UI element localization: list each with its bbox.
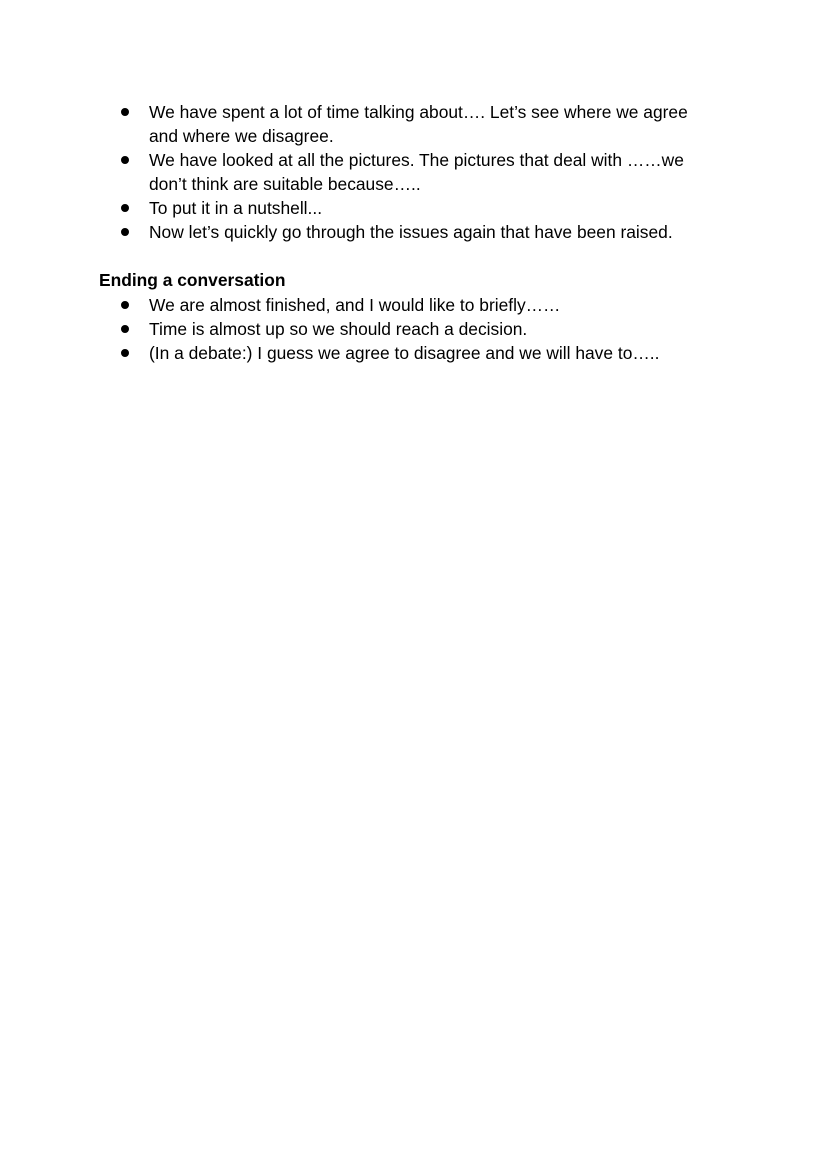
list-item: [0, 317, 709, 341]
ending-phrases-list: [0, 293, 709, 365]
list-item: [0, 148, 709, 196]
bullet-icon: [121, 349, 129, 357]
list-item-text: To put it in a nutshell...: [149, 198, 323, 218]
list-item: [0, 341, 709, 365]
summary-phrases-list: [0, 100, 709, 244]
bullet-icon: [121, 301, 129, 309]
bullet-icon: [121, 325, 129, 333]
list-item-text: Time is almost up so we should reach a decision.: [149, 319, 528, 339]
bullet-icon: [121, 108, 129, 116]
list-item-text: We have looked at all the pictures. The pictures that deal with ……we don’t think are suitable because…..: [149, 150, 684, 194]
list-item: [0, 220, 709, 244]
list-item-text: Now let’s quickly go through the issues again that have been raised.: [149, 222, 673, 242]
list-item: [0, 100, 709, 148]
list-item-text: We are almost finished, and I would like to briefly……: [149, 295, 561, 315]
bullet-icon: [121, 228, 129, 236]
list-item-text: (In a debate:) I guess we agree to disagree and we will have to…..: [149, 343, 660, 363]
list-item: [0, 293, 709, 317]
list-item: [0, 196, 709, 220]
list-item-text: We have spent a lot of time talking about…. Let’s see where we agree and where we disagree.: [149, 102, 688, 146]
section-heading: Ending a conversation: [99, 270, 286, 290]
bullet-icon: [121, 204, 129, 212]
bullet-icon: [121, 156, 129, 164]
